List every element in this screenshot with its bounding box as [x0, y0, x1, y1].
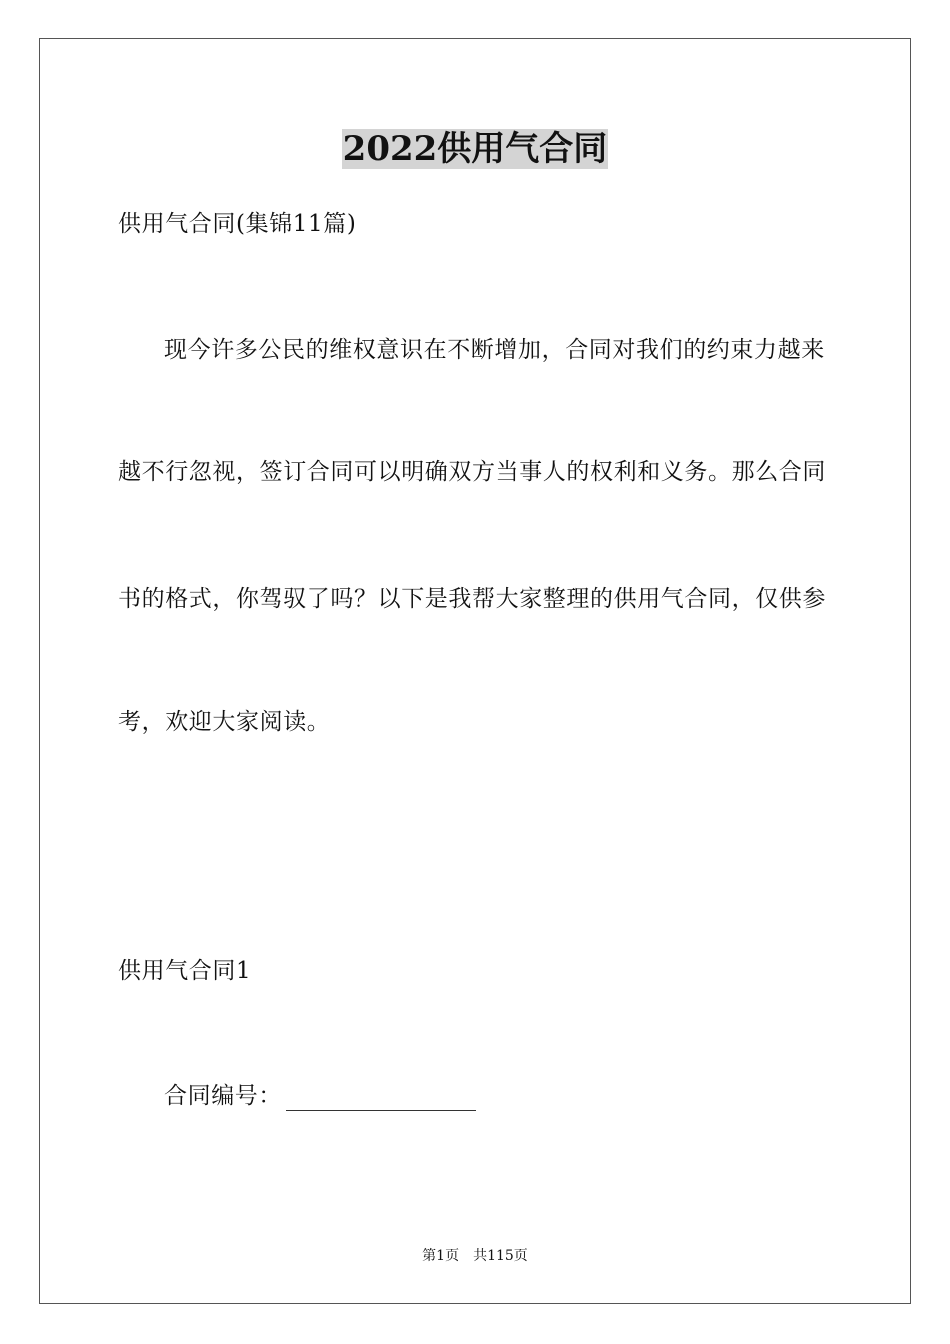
contract-number-row — [164, 1081, 476, 1111]
intro-paragraph-line: 越不行忽视，签订合同可以明确双方当事人的权利和义务。那么合同 — [118, 459, 826, 485]
document-title-text: 2022供用气合同 — [342, 129, 608, 169]
intro-paragraph-line: 考，欢迎大家阅读。 — [118, 709, 331, 735]
document-subtitle: 供用气合同(集锦11篇) — [118, 211, 357, 237]
document-title — [0, 126, 950, 172]
intro-paragraph-line: 现今许多公民的维权意识在不断增加，合同对我们的约束力越来 — [164, 337, 825, 363]
section-heading: 供用气合同1 — [118, 958, 252, 984]
page-footer: 第1页 共115页 — [422, 1248, 528, 1264]
intro-paragraph-line: 书的格式，你驾驭了吗？以下是我帮大家整理的供用气合同，仅供参 — [118, 586, 826, 612]
contract-number-label: 合同编号： — [164, 1083, 282, 1109]
contract-number-blank — [286, 1086, 476, 1111]
